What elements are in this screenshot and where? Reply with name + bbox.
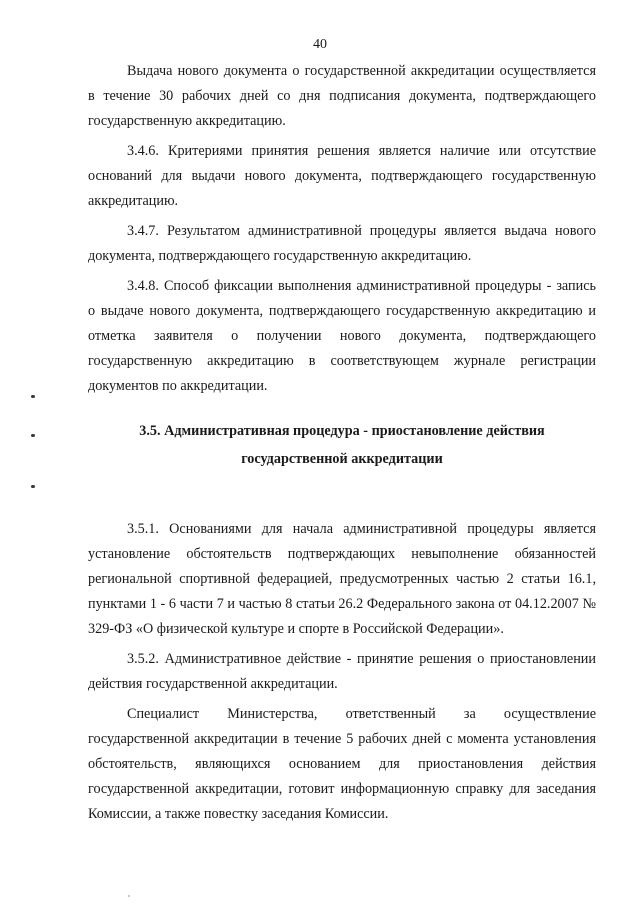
section-heading-line-2: государственной аккредитации [241,451,443,467]
scan-speck [128,895,130,897]
paragraph-3-5-1: 3.5.1. Основаниями для начала административной процедуры является установление обстоятельств подтверждающих невыполнение обязанностей региональной спортивной федерацией, предусмотренных частью 2 статьи 16.1, пунктами 1 - 6 части 7 и частью 8 статьи 26.2 Федерального закона от 04.12.2007 № 329-ФЗ «О физической культуре и спорте в Российской Федерации». [88,521,596,637]
margin-mark-1 [31,395,35,398]
paragraph-3-4-7: 3.4.7. Результатом административной процедуры является выдача нового документа, подтверждающего государственную аккредитацию. [88,223,596,264]
section-heading-line-1: 3.5. Административная процедура - приостановление действия [139,423,545,439]
section-heading-3-5 [88,417,596,473]
document-body [88,59,596,832]
paragraph-specialist: Специалист Министерства, ответственный за осуществление государственной аккредитации в течение 5 рабочих дней с момента установления обстоятельств, являющихся основанием для приостановления действия государственной аккредитации, готовит информационную справку для заседания Комиссии, а также повестку заседания Комиссии. [88,706,596,822]
margin-mark-3 [31,485,35,488]
paragraph-3-5-2: 3.5.2. Административное действие - принятие решения о приостановлении действия государственной аккредитации. [88,651,596,692]
page-number: 40 [313,37,327,52]
paragraph-3-4-8: 3.4.8. Способ фиксации выполнения административной процедуры - запись о выдаче нового документа, подтверждающего государственную аккредитацию и отметка заявителя о получении нового документа, подтверждающего государственную аккредитацию в соответствующем журнале регистрации документов по аккредитации. [88,278,596,394]
paragraph-issuance: Выдача нового документа о государственной аккредитации осуществляется в течение 30 рабочих дней со дня подписания документа, подтверждающего государственную аккредитацию. [88,63,596,129]
margin-mark-2 [31,434,35,437]
paragraph-3-4-6: 3.4.6. Критериями принятия решения является наличие или отсутствие оснований для выдачи нового документа, подтверждающего государственную аккредитацию. [88,143,596,209]
